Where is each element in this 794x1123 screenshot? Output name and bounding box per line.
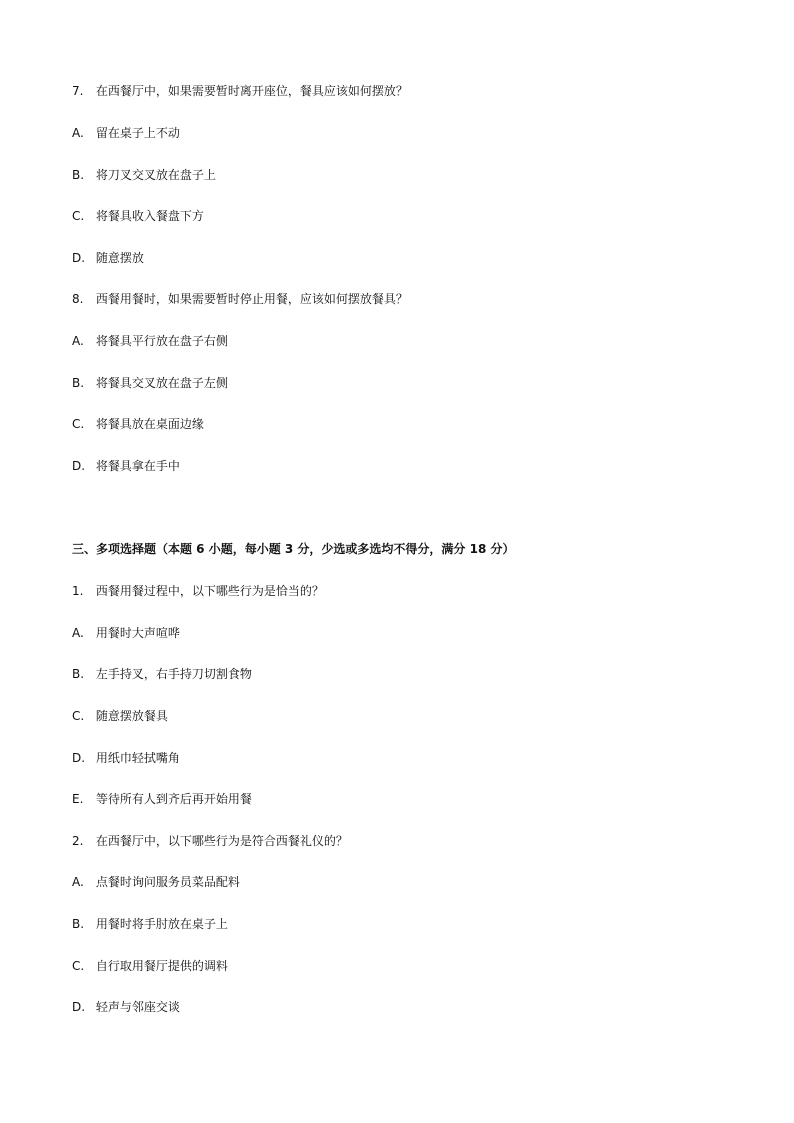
option-label: D.	[72, 459, 86, 473]
option-text: 用餐时大声喧哗	[95, 626, 180, 640]
option-text: 左手持叉，右手持刀切割食物	[95, 667, 252, 681]
option-label: C.	[72, 209, 85, 223]
option-label: B.	[72, 168, 85, 182]
option-label: D.	[72, 1000, 86, 1014]
option-label: C.	[72, 709, 85, 723]
question-stem: 西餐用餐过程中，以下哪些行为是恰当的？	[95, 584, 324, 598]
option-label: C.	[72, 959, 85, 973]
q8-option-b	[72, 375, 228, 391]
option-text: 随意摆放	[95, 251, 144, 265]
option-text: 将刀叉交叉放在盘子上	[95, 168, 216, 182]
option-label: A.	[72, 875, 84, 889]
option-label: D.	[72, 251, 86, 265]
multi-question-1	[72, 583, 324, 599]
option-text: 随意摆放餐具	[95, 709, 168, 723]
option-text: 将餐具平行放在盘子右侧	[95, 334, 228, 348]
m2-option-d	[72, 999, 180, 1015]
option-label: D.	[72, 751, 86, 765]
option-text: 将餐具收入餐盘下方	[95, 209, 204, 223]
q8-option-d	[72, 458, 180, 474]
option-text: 自行取用餐厅提供的调料	[95, 959, 228, 973]
q7-option-c	[72, 208, 204, 224]
option-label: E.	[72, 792, 84, 806]
option-text: 将餐具拿在手中	[95, 459, 180, 473]
m1-option-d	[72, 750, 180, 766]
q8-option-c	[72, 416, 204, 432]
question-8	[72, 291, 408, 307]
question-stem: 在西餐厅中，如果需要暂时离开座位，餐具应该如何摆放？	[95, 84, 408, 98]
question-number: 1.	[72, 584, 84, 598]
option-label: C.	[72, 417, 85, 431]
m2-option-c	[72, 958, 228, 974]
q7-option-b	[72, 167, 216, 183]
option-label: A.	[72, 334, 84, 348]
m2-option-b	[72, 916, 228, 932]
question-7	[72, 83, 408, 99]
question-number: 7.	[72, 84, 84, 98]
question-number: 2.	[72, 834, 84, 848]
m1-option-e	[72, 791, 252, 807]
option-text: 将餐具放在桌面边缘	[95, 417, 204, 431]
m1-option-a	[72, 625, 180, 641]
option-text: 留在桌子上不动	[95, 126, 180, 140]
option-text: 轻声与邻座交谈	[95, 1000, 180, 1014]
question-number: 8.	[72, 292, 84, 306]
option-label: A.	[72, 626, 84, 640]
option-text: 等待所有人到齐后再开始用餐	[95, 792, 252, 806]
question-stem: 西餐用餐时，如果需要暂时停止用餐，应该如何摆放餐具？	[95, 292, 408, 306]
option-text: 用餐时将手肘放在桌子上	[95, 917, 228, 931]
multi-question-2	[72, 833, 348, 849]
m2-option-a	[72, 874, 240, 890]
option-text: 用纸巾轻拭嘴角	[95, 751, 180, 765]
option-label: B.	[72, 376, 85, 390]
option-text: 将餐具交叉放在盘子左侧	[95, 376, 228, 390]
option-label: A.	[72, 126, 84, 140]
m1-option-b	[72, 666, 252, 682]
q7-option-d	[72, 250, 144, 266]
q7-option-a	[72, 125, 180, 141]
section-heading: 三、多项选择题（本题 6 小题，每小题 3 分，少选或多选均不得分，满分 18 分）	[72, 542, 515, 556]
option-text: 点餐时询问服务员菜品配料	[95, 875, 240, 889]
option-label: B.	[72, 667, 85, 681]
q8-option-a	[72, 333, 228, 349]
option-label: B.	[72, 917, 85, 931]
m1-option-c	[72, 708, 168, 724]
question-stem: 在西餐厅中，以下哪些行为是符合西餐礼仪的？	[95, 834, 348, 848]
